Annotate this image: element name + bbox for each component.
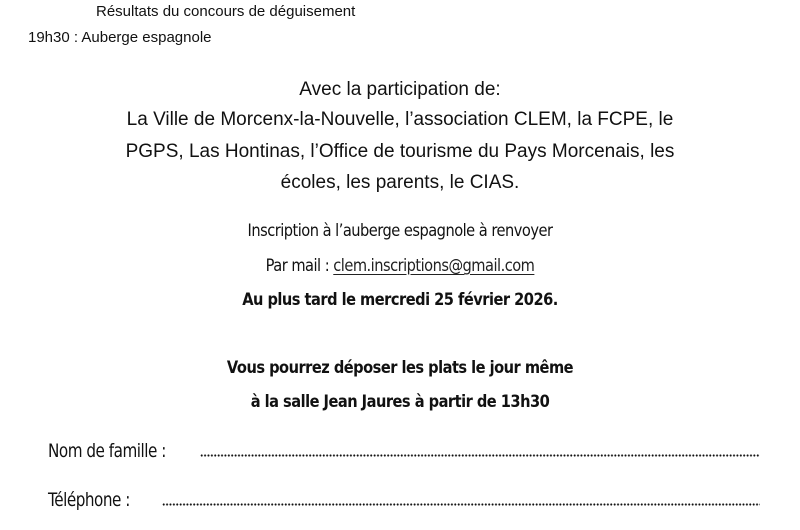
participation-line: écoles, les parents, le CIAS. xyxy=(280,172,520,193)
mail-prefix: Par mail : xyxy=(265,256,334,276)
family-name-label: Nom de famille : xyxy=(48,440,166,462)
phone-field[interactable] xyxy=(48,489,760,511)
participation-line: La Ville de Morcenx-la-Nouvelle, l’association CLEM, la FCPE, le xyxy=(126,109,674,130)
family-name-field[interactable] xyxy=(48,440,760,462)
inscription-instruction: Inscription à l’auberge espagnole à renvoyer xyxy=(247,221,553,241)
phone-label: Téléphone : xyxy=(48,489,130,511)
participation-heading: Avec la participation de: xyxy=(299,79,501,100)
deposit-info: Vous pourrez déposer les plats le jour même xyxy=(226,358,574,378)
inscription-deadline: Au plus tard le mercredi 25 février 2026. xyxy=(242,290,558,310)
participation-line: PGPS, Las Hontinas, l’Office de tourisme du Pays Morcenais, les xyxy=(125,141,675,162)
deposit-location: à la salle Jean Jaures à partir de 13h30 xyxy=(250,392,550,412)
family-name-fill-line[interactable] xyxy=(200,454,760,457)
inscription-mail-line xyxy=(56,256,744,276)
phone-fill-line[interactable] xyxy=(162,503,760,506)
email-link[interactable]: clem.inscriptions@gmail.com xyxy=(333,256,535,276)
schedule-costume-results: Résultats du concours de déguisement xyxy=(96,3,356,20)
schedule-potluck-time: 19h30 : Auberge espagnole xyxy=(28,29,212,46)
